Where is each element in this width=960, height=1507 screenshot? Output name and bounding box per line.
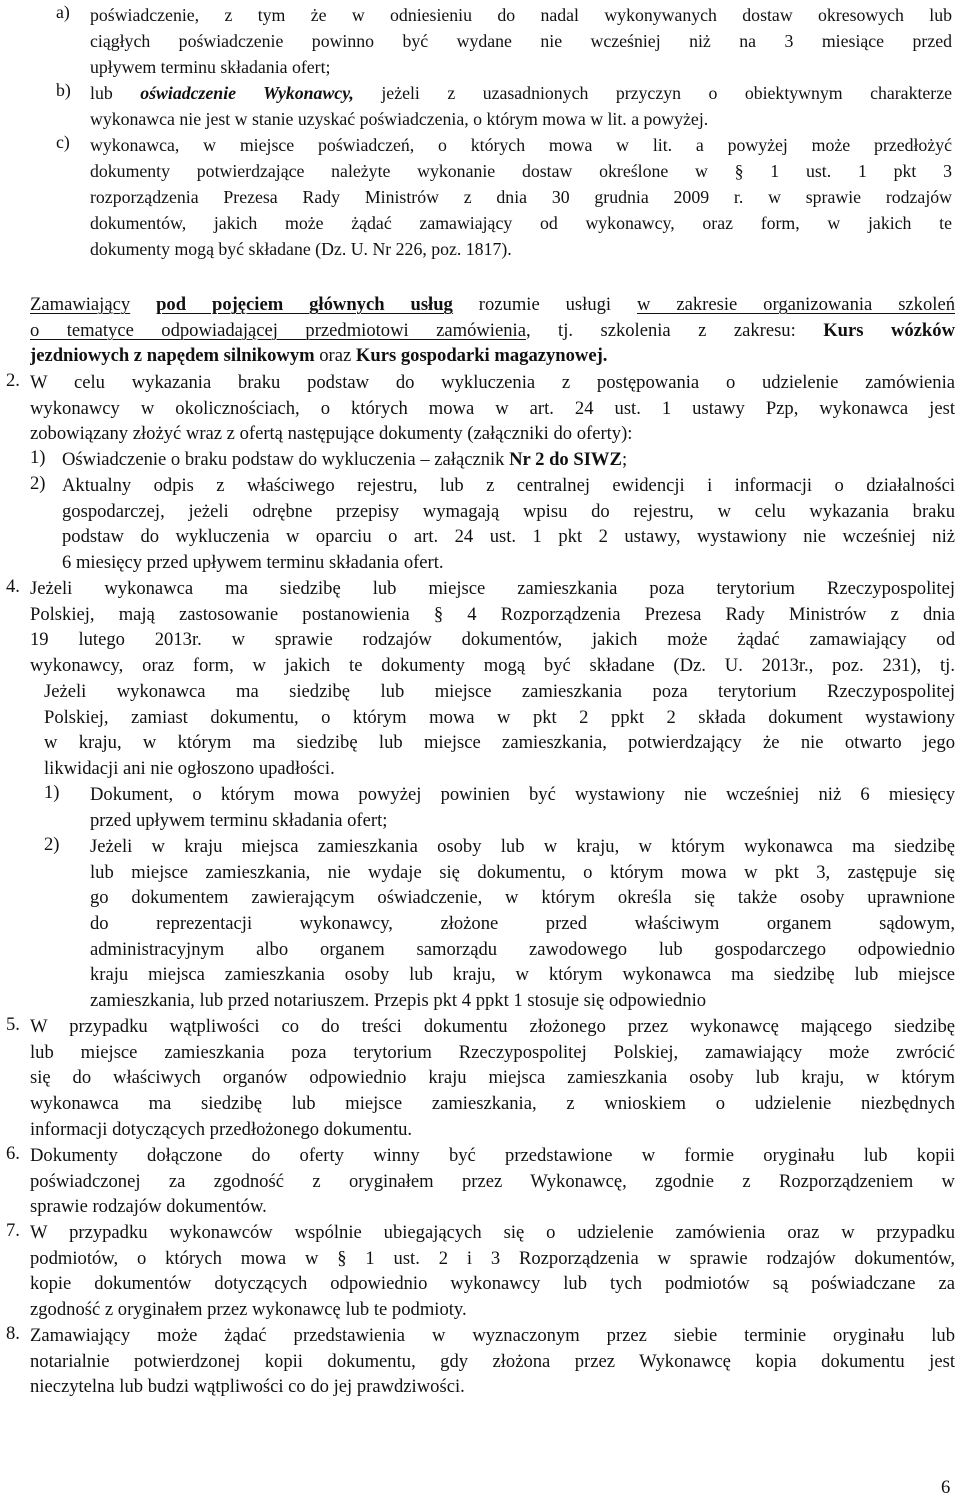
text-run: kopie dokumentów dotyczących odpowiednio wykonawcy lub tych podmiotów są poświadczane za <box>30 1273 955 1295</box>
section-7-number: 7. <box>6 1220 20 1241</box>
text-line <box>44 705 955 731</box>
section-8-number: 8. <box>6 1323 20 1344</box>
text-run: rozumie usługi <box>452 294 637 315</box>
text-line <box>90 962 955 988</box>
text-run: wykonawcy, oraz form, w jakich te dokumenty mogą być składane (Dz. U. 2013r., poz. 231), tj. <box>30 655 955 677</box>
section-7 <box>6 1220 955 1323</box>
section-2-item-1-text <box>62 447 955 473</box>
text-run: W przypadku wątpliwości co do treści dokumentu złożonego przez wykonawcę mającego siedzibę <box>30 1016 955 1037</box>
text-run: lub miejsce zamieszkania, nie wydaje się dokumentu, o którym mowa w pkt 3, zastępuje się <box>90 861 955 883</box>
section-2-item-2-text <box>62 473 955 576</box>
text-line <box>30 1065 955 1091</box>
text-line <box>30 421 955 447</box>
text-line <box>30 1014 955 1040</box>
section-5-text <box>30 1014 955 1142</box>
list-marker-c: c) <box>56 132 70 152</box>
text-run: Aktualny odpis z właściwego rejestru, lub z centralnej ewidencji i informacji o działalności <box>62 475 955 496</box>
text-run: nieczytelna lub budzi wątpliwości co do jej prawdziwości. <box>30 1376 465 1398</box>
text-run: notarialnie potwierdzonej kopii dokumentu, gdy złożona przez Wykonawcę kopia dokumentu jest <box>30 1350 955 1372</box>
text-line <box>30 318 955 344</box>
text-run: w kraju, w którym ma siedzibę lub miejsce zamieszkania, potwierdzający że nie otwarto jego <box>44 732 955 754</box>
text-run: dokumenty mogą być składane (Dz. U. Nr 226, poz. 1817). <box>90 239 512 259</box>
text-run: do reprezentacji wykonawcy, złożone przed właściwym organem sądowym, <box>90 913 955 935</box>
text-run: dokumentów, jakich może żądać zamawiający od wykonawcy, oraz form, w jakich te <box>90 213 952 233</box>
section-4-text <box>30 576 955 679</box>
text-line <box>30 1143 955 1169</box>
section-6-text <box>30 1143 955 1220</box>
text-line <box>90 782 955 808</box>
section-4-item-1 <box>44 782 955 833</box>
text-run: lub miejsce zamieszkania poza terytorium Rzeczypospolitej Polskiej, zamawiający może zwrócić <box>30 1041 955 1063</box>
text-run: poświadczenie, z tym że w odniesieniu do nadal wykonywanych dostaw okresowych lub <box>90 5 952 25</box>
text-line <box>30 1297 955 1323</box>
section-5 <box>6 1014 955 1142</box>
text-run: W celu wykazania braku podstaw do wykluczenia z postępowania o udzielenie zamówienia <box>30 372 955 393</box>
text-run: Nr 2 do SIWZ <box>509 449 622 470</box>
text-run: zgodność z oryginałem przez wykonawcę lub te podmioty. <box>30 1299 467 1321</box>
text-run: się do właściwych organów odpowiednio kraju miejsca zamieszkania osoby lub kraju, w którym <box>30 1067 955 1089</box>
text-run: 6 miesięcy przed upływem terminu składania ofert. <box>62 552 444 574</box>
text-run: wykonawca ma siedzibę lub miejsce zamieszkania, z wnioskiem o udzielenie niezbędnych <box>30 1093 955 1115</box>
section-4-item-1-marker: 1) <box>44 782 60 803</box>
text-line <box>90 132 952 158</box>
text-line <box>90 860 955 886</box>
text-line <box>30 1220 955 1246</box>
text-line <box>90 106 952 132</box>
text-run: poświadczonej za zgodność z oryginałem przez Wykonawcę, zgodnie z Rozporządzeniem w <box>30 1170 955 1192</box>
text-run: lub <box>90 83 141 103</box>
text-line <box>90 885 955 911</box>
text-run: Zamawiający <box>30 294 131 315</box>
text-run: Polskiej, mają zastosowanie postanowienia § 4 Rozporządzenia Prezesa Rady Ministrów z dnia <box>30 603 955 625</box>
text-line <box>30 1040 955 1066</box>
section-2-item-2 <box>30 473 955 576</box>
text-line <box>90 236 952 262</box>
section-7-text <box>30 1220 955 1323</box>
text-run: podmiotów, o których mowa w § 1 ust. 2 i 3 Rozporządzenia w sprawie rodzajów dokumentów, <box>30 1247 955 1269</box>
section-2-text <box>30 370 955 447</box>
text-run: wykonawca nie jest w stanie uzyskać poświadczenia, o którym mowa w lit. a powyżej. <box>90 109 709 129</box>
text-line <box>62 473 955 499</box>
text-line <box>90 184 952 210</box>
text-line <box>90 808 955 834</box>
section-4-paragraph <box>44 679 955 782</box>
text-run: Dokument, o którym mowa powyżej powinien być wystawiony nie wcześniej niż 6 miesięcy <box>90 784 955 805</box>
text-line <box>30 343 955 369</box>
list-marker-b: b) <box>56 80 71 100</box>
text-run: pod pojęciem głównych usług <box>156 294 453 315</box>
text-line <box>30 1271 955 1297</box>
text-line <box>30 1349 955 1375</box>
list-item-b-text <box>90 80 952 132</box>
list-item-a <box>56 2 952 80</box>
page-number: 6 <box>941 1477 951 1498</box>
section-4-item-2 <box>44 834 955 1014</box>
text-run: zamieszkania, lub przed notariuszem. Przepis pkt 4 ppkt 1 stosuje się odpowiednio <box>90 990 707 1012</box>
text-run: Kurs gospodarki magazynowej. <box>355 345 608 367</box>
text-run: gospodarczej, jeżeli odrębne przepisy wymagają wpisu do rejestru, w celu wykazania braku <box>62 500 955 522</box>
text-line <box>30 396 955 422</box>
text-line <box>62 499 955 525</box>
text-run: Jeżeli w kraju miejsca zamieszkania osoby lub w kraju, w którym wykonawca ma siedzibę <box>90 836 955 857</box>
text-line <box>90 988 955 1014</box>
text-run: Dokumenty dołączone do oferty winny być przedstawione w formie oryginału lub kopii <box>30 1145 955 1166</box>
section-8-text <box>30 1323 955 1400</box>
main-services-paragraph <box>30 292 955 369</box>
text-line <box>30 576 955 602</box>
text-run: informacji dotyczących przedłożonego dokumentu. <box>30 1118 413 1140</box>
text-line <box>90 158 952 184</box>
text-run: go dokumentem zawierającym oświadczenie, w którym określa się także osoby uprawnione <box>90 887 955 909</box>
text-run: zobowiązany złożyć wraz z ofertą następujące dokumenty (załączniki do oferty): <box>30 423 633 445</box>
text-line <box>90 210 952 236</box>
list-marker-a: a) <box>56 2 70 22</box>
text-run: Jeżeli wykonawca ma siedzibę lub miejsce zamieszkania poza terytorium Rzeczypospolitej <box>30 578 955 599</box>
text-run: ciągłych poświadczenie powinno być wydane nie wcześniej niż na 3 miesiące przed <box>90 31 952 51</box>
text-run: Oświadczenie o braku podstaw do wykluczenia – załącznik <box>62 449 510 470</box>
text-line <box>62 550 955 576</box>
text-line <box>30 1374 955 1400</box>
text-run: sprawie rodzajów dokumentów. <box>30 1196 267 1218</box>
text-line <box>44 730 955 756</box>
text-run: Polskiej, zamiast dokumentu, o którym mowa w pkt 2 ppkt 2 składa dokument wystawiony <box>44 706 955 728</box>
text-line <box>62 524 955 550</box>
section-6-number: 6. <box>6 1143 20 1164</box>
text-line <box>30 1169 955 1195</box>
section-6 <box>6 1143 955 1220</box>
section-4-item-2-marker: 2) <box>44 834 60 855</box>
section-2-number: 2. <box>6 370 20 391</box>
text-run: dokumenty potwierdzające należyte wykonanie dostaw określone w § 1 ust. 1 pkt 3 <box>90 161 952 181</box>
text-run: administracyjnym albo organem samorządu zawodowego lub gospodarczego odpowiednio <box>90 938 955 960</box>
section-2-item-1 <box>30 447 955 473</box>
text-run: oświadczenie Wykonawcy, <box>140 83 354 103</box>
list-item-c-text <box>90 132 952 262</box>
text-run: jezdniowych z napędem silnikowym <box>30 345 315 367</box>
text-run: , tj. szkolenia z zakresu: <box>525 319 824 341</box>
text-line <box>90 937 955 963</box>
text-line <box>44 756 955 782</box>
section-4 <box>6 576 955 679</box>
text-line <box>90 834 955 860</box>
text-line <box>30 370 955 396</box>
section-5-number: 5. <box>6 1014 20 1035</box>
text-run: wykonawca, w miejsce poświadczeń, o których mowa w lit. a powyżej może przedłożyć <box>90 135 952 155</box>
section-8 <box>6 1323 955 1400</box>
section-2-item-2-marker: 2) <box>30 473 46 494</box>
text-run: Kurs wózków <box>823 319 955 341</box>
text-line <box>90 54 952 80</box>
section-4-number: 4. <box>6 576 20 597</box>
text-line <box>30 1194 955 1220</box>
text-run: rozporządzenia Prezesa Rady Ministrów z dnia 30 grudnia 2009 r. w sprawie rodzajów <box>90 187 952 207</box>
list-item-c <box>56 132 952 262</box>
text-line <box>90 80 952 106</box>
text-run: W przypadku wykonawców wspólnie ubiegających się o udzielenie zamówienia oraz w przypadku <box>30 1222 955 1243</box>
text-line <box>30 1117 955 1143</box>
text-run: likwidacji ani nie ogłoszono upadłości. <box>44 758 335 780</box>
text-run: upływem terminu składania ofert; <box>90 57 331 77</box>
text-run: 19 lutego 2013r. w sprawie rodzajów dokumentów, jakich może żądać zamawiający od <box>30 629 955 651</box>
text-run: Jeżeli wykonawca ma siedzibę lub miejsce zamieszkania poza terytorium Rzeczypospolitej <box>44 681 955 702</box>
list-item-a-text <box>90 2 952 80</box>
text-line <box>30 1091 955 1117</box>
text-line <box>62 447 955 473</box>
text-run: wykonawcy w okolicznościach, o których mowa w art. 24 ust. 1 ustawy Pzp, wykonawca jest <box>30 397 955 419</box>
text-line <box>90 911 955 937</box>
text-run: jeżeli z uzasadnionych przyczyn o obiektywnym charakterze <box>353 83 952 103</box>
section-4-item-1-text <box>90 782 955 833</box>
section-2-item-1-marker: 1) <box>30 447 46 468</box>
section-2 <box>6 370 955 447</box>
text-run: o tematyce odpowiadającej przedmiotowi zamówienia <box>30 319 526 341</box>
text-run: przed upływem terminu składania ofert; <box>90 809 388 831</box>
text-run <box>130 294 156 315</box>
text-run: podstaw do wykluczenia w oparciu o art. 24 ust. 1 pkt 2 ustawy, wystawiony nie wcześniej niż <box>62 526 955 548</box>
text-line <box>90 28 952 54</box>
text-line <box>30 1323 955 1349</box>
text-line <box>30 653 955 679</box>
text-line <box>30 602 955 628</box>
text-run: oraz <box>314 345 356 367</box>
text-run: kraju miejsca zamieszkania osoby lub kraju, w którym wykonawca ma siedzibę lub miejsce <box>90 964 955 986</box>
text-line <box>30 627 955 653</box>
text-line <box>30 292 955 318</box>
text-run: ; <box>621 449 628 470</box>
list-item-b <box>56 80 952 132</box>
text-line <box>30 1246 955 1272</box>
text-run: Zamawiający może żądać przedstawienia w wyznaczonym przez siebie terminie oryginału lub <box>30 1325 955 1346</box>
text-line <box>44 679 955 705</box>
text-run: w zakresie organizowania szkoleń <box>637 294 955 315</box>
text-line <box>90 2 952 28</box>
section-4-item-2-text <box>90 834 955 1014</box>
